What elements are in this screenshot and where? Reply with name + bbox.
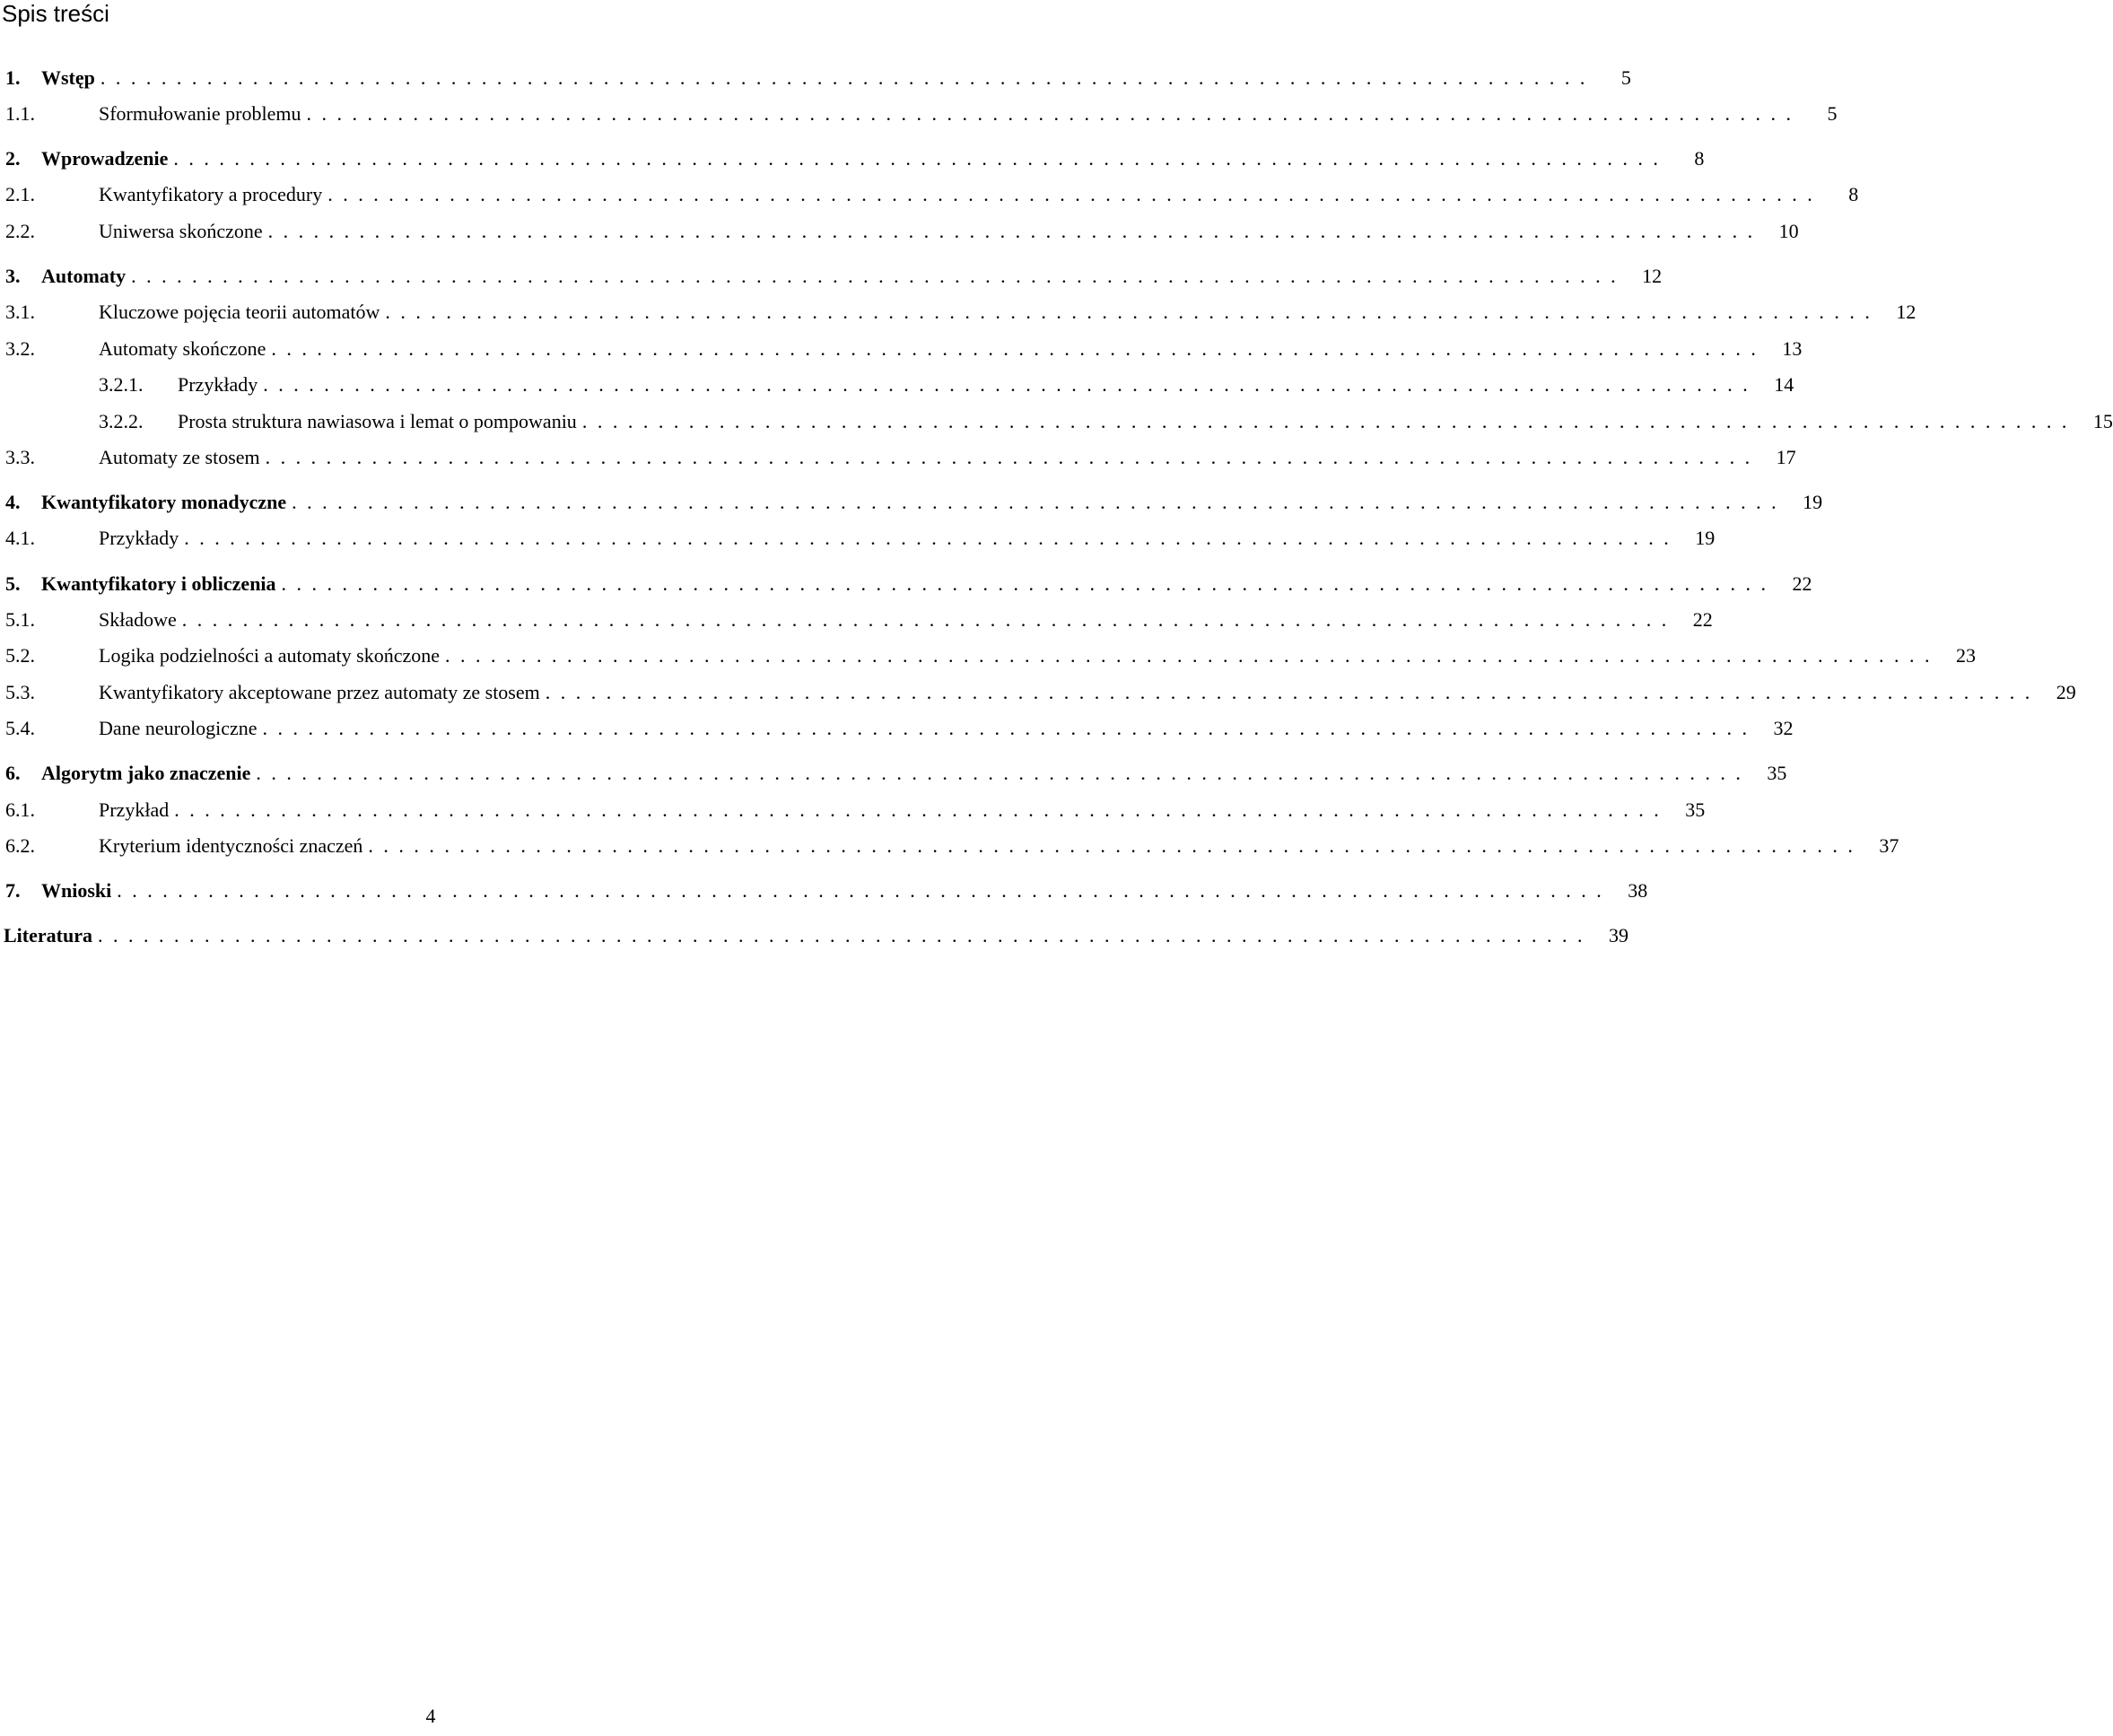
- toc-entry-label: Dane neurologiczne: [99, 717, 258, 739]
- toc-entry-section[interactable]: [0, 715, 1794, 742]
- toc-entry-label: Automaty ze stosem: [99, 446, 260, 468]
- toc-entry-label: Kwantyfikatory monadyczne: [41, 491, 287, 513]
- toc-entry-page: 8: [1848, 183, 1859, 205]
- toc-entry-page: 38: [1628, 879, 1648, 902]
- toc-entry-label: Kwantyfikatory a procedury: [99, 183, 323, 205]
- toc-entry-label: Wstęp: [41, 66, 95, 89]
- toc-entry-number: 3.: [5, 265, 21, 287]
- toc-entry-label: Uniwersa skończone: [99, 220, 263, 242]
- toc-entry-label: Prosta struktura nawiasowa i lemat o pompowaniu: [178, 410, 577, 432]
- toc-entry-number: 1.1.: [5, 102, 35, 125]
- toc-entry-page: 32: [1773, 717, 1794, 739]
- toc-entry-section[interactable]: [0, 797, 1706, 824]
- toc-entry-number: 6.: [5, 762, 21, 784]
- toc-entry-page: 15: [2092, 410, 2113, 432]
- toc-entry-label: Składowe: [99, 608, 177, 631]
- toc-entry-label: Algorytm jako znaczenie: [41, 762, 251, 784]
- toc-entry-page: 12: [1896, 301, 1917, 323]
- toc-entry-section[interactable]: [0, 642, 1976, 669]
- toc-entry-page: 22: [1792, 572, 1812, 595]
- dot-leader: ..................................................................................................: [385, 301, 1881, 323]
- toc-entry-page: 39: [1608, 924, 1628, 947]
- dot-leader: ..................................................................................................: [327, 183, 1823, 205]
- toc-entry-number: 6.1.: [5, 798, 35, 821]
- toc-entry-label: Kluczowe pojęcia teorii automatów: [99, 301, 380, 323]
- toc-entry-section[interactable]: [0, 679, 2076, 706]
- toc-entry-page: 19: [1695, 527, 1716, 549]
- toc-entry-page: 29: [2056, 681, 2076, 703]
- toc-entry-chapter[interactable]: [0, 489, 1823, 516]
- toc-entry-number: 5.: [5, 572, 21, 595]
- toc-entry-section[interactable]: [0, 100, 1838, 127]
- toc-entry-page: 13: [1782, 337, 1803, 360]
- toc-entry-section[interactable]: [0, 181, 1859, 208]
- toc-entry-page: 22: [1692, 608, 1713, 631]
- toc-entry-section[interactable]: [0, 444, 1796, 471]
- dot-leader: ..................................................................................................: [445, 644, 1940, 667]
- toc-entry-label: Logika podzielności a automaty skończone: [99, 644, 440, 667]
- toc-entry-number: 6.2.: [5, 834, 35, 857]
- toc-entry-number: 3.2.1.: [99, 373, 144, 396]
- toc-entry-label: Sformułowanie problemu: [99, 102, 301, 125]
- toc-entry-number: 4.: [5, 491, 21, 513]
- dot-leader: ..................................................................................................: [292, 491, 1787, 513]
- toc-entry-chapter[interactable]: [0, 263, 1663, 290]
- toc-entry-number: 5.4.: [5, 717, 35, 739]
- page-title: Spis treści: [2, 0, 109, 27]
- toc-entry-number: 7.: [5, 879, 21, 902]
- toc-entry-number: 2.1.: [5, 183, 35, 205]
- toc-entry-page: 35: [1685, 798, 1706, 821]
- dot-leader: ..................................................................................................: [368, 834, 1864, 857]
- dot-leader: ..................................................................................................: [131, 265, 1627, 287]
- dot-leader: ..................................................................................................: [181, 608, 1677, 631]
- toc-entry-label: Przykłady: [99, 527, 179, 549]
- toc-entry-label: Automaty skończone: [99, 337, 266, 360]
- dot-leader: ..................................................................................................: [265, 446, 1760, 468]
- toc-entry-chapter[interactable]: [0, 65, 1631, 92]
- toc-entry-page: 5: [1620, 66, 1631, 89]
- toc-entry-bibliography[interactable]: [0, 922, 1628, 949]
- dot-leader: ..................................................................................................: [581, 410, 2077, 432]
- page-number: 4: [425, 1705, 436, 1727]
- toc-entry-page: 35: [1767, 762, 1787, 784]
- toc-entry-label: Przykłady: [178, 373, 258, 396]
- toc-entry-section[interactable]: [0, 336, 1803, 362]
- dot-leader: ..................................................................................................: [174, 798, 1670, 821]
- toc-entry-section[interactable]: [0, 218, 1799, 245]
- toc-entry-number: 3.2.: [5, 337, 35, 360]
- toc-entry-chapter[interactable]: [0, 145, 1705, 172]
- toc-entry-section[interactable]: [0, 299, 1917, 326]
- toc-entry-number: 5.3.: [5, 681, 35, 703]
- toc-entry-label: Automaty: [41, 265, 127, 287]
- toc-entry-page: 14: [1774, 373, 1794, 396]
- toc-entry-number: 5.1.: [5, 608, 35, 631]
- dot-leader: ..................................................................................................: [173, 147, 1669, 170]
- dot-leader: ..................................................................................................: [117, 879, 1612, 902]
- dot-leader: ..................................................................................................: [184, 527, 1680, 549]
- toc-entry-label: Kwantyfikatory akceptowane przez automaty ze stosem: [99, 681, 540, 703]
- toc-entry-section[interactable]: [0, 833, 1899, 859]
- dot-leader: ..................................................................................................: [256, 762, 1751, 784]
- dot-leader: ..................................................................................................: [267, 220, 1763, 242]
- toc-entry-number: 3.2.2.: [99, 410, 144, 432]
- toc-entry-number: 4.1.: [5, 527, 35, 549]
- toc-entry-chapter[interactable]: [0, 760, 1787, 787]
- toc-entry-page: 8: [1694, 147, 1705, 170]
- toc-entry-label: Literatura: [4, 924, 92, 947]
- dot-leader: ..................................................................................................: [262, 717, 1758, 739]
- toc-entry-page: 5: [1827, 102, 1838, 125]
- toc-entry-page: 12: [1642, 265, 1663, 287]
- dot-leader: ..................................................................................................: [271, 337, 1767, 360]
- toc-entry-chapter[interactable]: [0, 877, 1648, 904]
- dot-leader: ..................................................................................................: [263, 373, 1759, 396]
- toc-entry-subsection[interactable]: [0, 371, 1794, 398]
- dot-leader: ..................................................................................................: [97, 924, 1593, 947]
- toc-entry-number: 2.: [5, 147, 21, 170]
- dot-leader: ..................................................................................................: [100, 66, 1595, 89]
- toc-entry-section[interactable]: [0, 606, 1713, 633]
- toc-entry-page: 19: [1803, 491, 1823, 513]
- toc-entry-page: 10: [1778, 220, 1799, 242]
- toc-entry-label: Kwantyfikatory i obliczenia: [41, 572, 276, 595]
- toc-entry-label: Wnioski: [41, 879, 112, 902]
- toc-entry-label: Przykład: [99, 798, 170, 821]
- toc-entry-page: 37: [1879, 834, 1899, 857]
- toc-entry-subsection[interactable]: [0, 408, 2113, 435]
- toc-entry-number: 1.: [5, 66, 21, 89]
- toc-entry-number: 5.2.: [5, 644, 35, 667]
- toc-entry-number: 3.3.: [5, 446, 35, 468]
- dot-leader: ..................................................................................................: [545, 681, 2040, 703]
- toc-entry-number: 2.2.: [5, 220, 35, 242]
- dot-leader: ..................................................................................................: [306, 102, 1802, 125]
- toc-entry-chapter[interactable]: [0, 571, 1812, 598]
- dot-leader: ..................................................................................................: [281, 572, 1777, 595]
- toc-entry-page: 17: [1776, 446, 1796, 468]
- toc-entry-page: 23: [1956, 644, 1976, 667]
- toc-entry-section[interactable]: [0, 525, 1716, 552]
- toc-entry-label: Wprowadzenie: [41, 147, 169, 170]
- toc-entry-label: Kryterium identyczności znaczeń: [99, 834, 363, 857]
- toc-entry-number: 3.1.: [5, 301, 35, 323]
